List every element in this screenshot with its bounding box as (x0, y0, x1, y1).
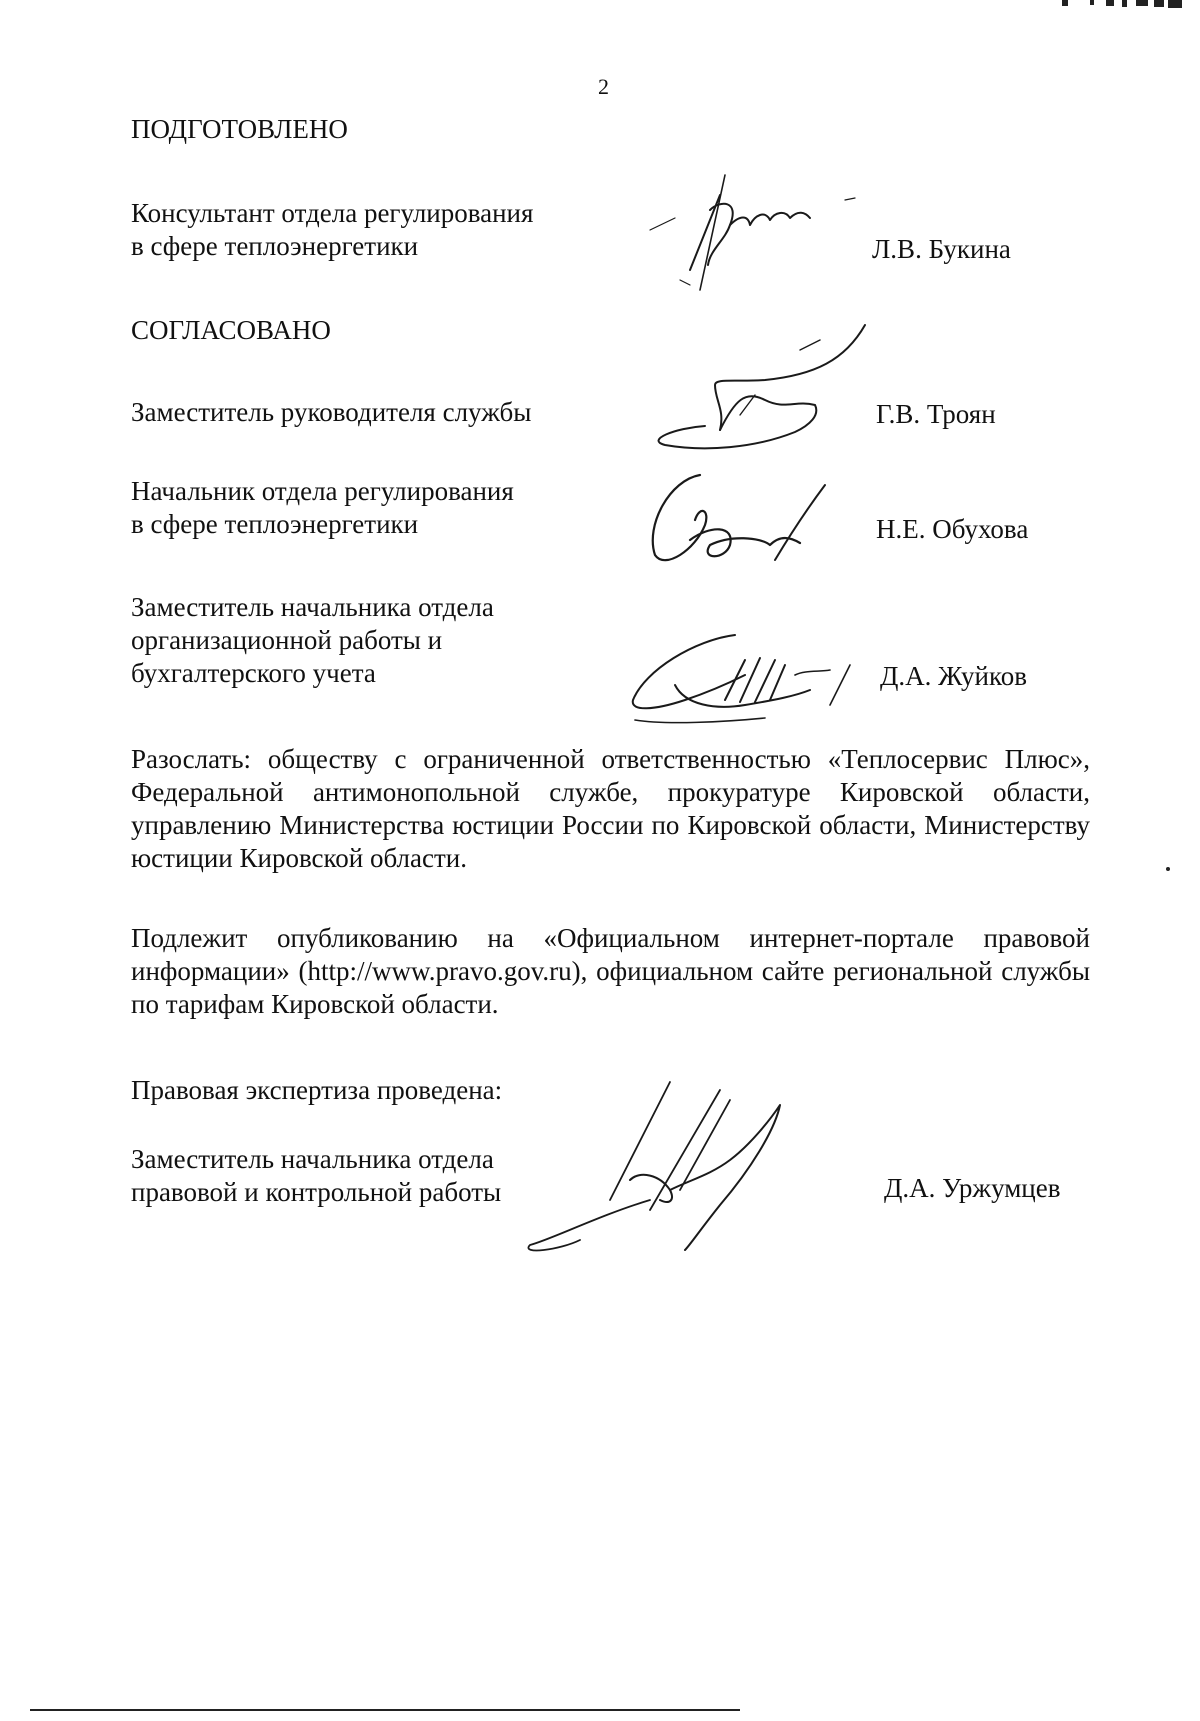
signature-urzhumtsev (520, 1080, 840, 1260)
signature-zhuykov (625, 630, 860, 725)
signatory-role (131, 591, 571, 690)
prepared-role-line: в сфере теплоэнергетики (131, 231, 419, 261)
prepared-role-line: Консультант отдела регулирования (131, 198, 534, 228)
signatory-role-line: бухгалтерского учета (131, 658, 376, 688)
legal-review-name: Д.А. Уржумцев (884, 1173, 1061, 1203)
signatory-role-line: Начальник отдела регулирования (131, 476, 514, 506)
signature-obukhova (640, 465, 840, 575)
distribution-paragraph: Разослать: обществу с ограниченной ответственностью «Теплосервис Плюс», Федеральной антимонопольной службе, прокуратуре Кировской области, управлению Министерства юстиции России по Кировской области, Министерству юстиции Кировской области. (131, 744, 1090, 873)
prepared-role (131, 197, 571, 263)
legal-review-role (131, 1143, 571, 1209)
prepared-heading: ПОДГОТОВЛЕНО (131, 114, 348, 144)
signature-bukina (630, 170, 860, 300)
prepared-name: Л.В. Букина (872, 234, 1011, 264)
page-number: 2 (598, 74, 609, 99)
bottom-rule (30, 1709, 740, 1711)
signatory-role (131, 396, 571, 429)
signatory-role (131, 475, 571, 541)
signatory-role-line: Заместитель начальника отдела (131, 592, 494, 622)
signatory-name: Д.А. Жуйков (880, 661, 1027, 691)
legal-review-role-line: Заместитель начальника отдела (131, 1144, 494, 1174)
legal-review-role-line: правовой и контрольной работы (131, 1177, 502, 1207)
signatory-role-line: организационной работы и (131, 625, 443, 655)
signatory-role-line: Заместитель руководителя службы (131, 397, 532, 427)
scan-artifact-marks (900, 0, 1200, 12)
signature-troyan (645, 320, 875, 470)
scan-dot (1166, 867, 1170, 871)
legal-review-heading: Правовая экспертиза проведена: (131, 1075, 503, 1105)
signatory-name: Н.Е. Обухова (876, 514, 1029, 544)
signatory-role-line: в сфере теплоэнергетики (131, 509, 419, 539)
publication-paragraph: Подлежит опубликованию на «Официальном интернет-портале правовой информации» (http://www.pravo.gov.ru), официальном сайте региональной службы по тарифам Кировской области. (131, 923, 1090, 1019)
signatory-name: Г.В. Троян (876, 399, 996, 429)
agreed-heading: СОГЛАСОВАНО (131, 315, 331, 345)
